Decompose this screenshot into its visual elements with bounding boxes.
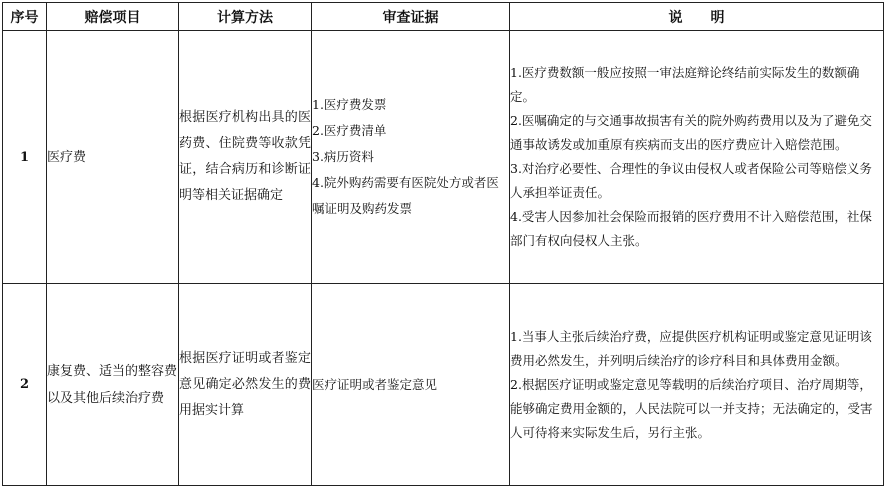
row-2-item: 康复费、适当的整容费以及其他后续治疗费 [47,284,179,486]
header-item: 赔偿项目 [47,3,179,31]
header-method: 计算方法 [179,3,312,31]
header-notes [510,3,884,31]
row-1-item: 医疗费 [47,31,179,284]
notes-line: 1.当事人主张后续治疗费，应提供医疗机构证明或鉴定意见证明该费用必然发生，并列明后续治疗的诊疗科目和具体费用金额。 [510,328,872,368]
compensation-table [2,2,884,486]
row-2-notes [510,284,884,486]
table-row [3,284,884,486]
header-row [3,3,884,31]
evidence-line: 2.医疗费清单 [312,123,387,138]
row-2-num: 2 [3,284,47,486]
notes-line: 1.医疗费数额一般应按照一审法庭辩论终结前实际发生的数额确定。 [510,65,860,104]
evidence-line: 3.病历资料 [312,149,374,164]
header-num: 序号 [3,3,47,31]
row-1-method: 根据医疗机构出具的医药费、住院费等收款凭证，结合病历和诊断证明等相关证据确定 [179,31,312,284]
evidence-line: 医疗证明或者鉴定意见 [312,376,438,392]
notes-line: 4.受害人因参加社会保险而报销的医疗费用不计入赔偿范围，社保部门有权向侵权人主张。 [510,209,872,248]
notes-line: 2.根据医疗证明或鉴定意见等载明的后续治疗项目、治疗周期等，能够确定费用金额的，人民法院可以一并支持；无法确定的，受害人可待将来实际发生后，另行主张。 [510,376,873,440]
notes-line: 3.对治疗必要性、合理性的争议由侵权人或者保险公司等赔偿义务人承担举证责任。 [510,161,872,200]
evidence-line: 1.医疗费发票 [312,97,387,112]
row-1-num: 1 [3,31,47,284]
notes-line: 2.医嘱确定的与交通事故损害有关的院外购药费用以及为了避免交通事故诱发或加重原有疾病而支出的医疗费应计入赔偿范围。 [510,113,872,152]
row-1-notes [510,31,884,284]
row-2-evidence [312,284,510,486]
header-notes-label: 说明 [668,9,753,26]
row-1-evidence [312,31,510,284]
header-evidence: 审查证据 [312,3,510,31]
row-2-method: 根据医疗证明或者鉴定意见确定必然发生的费用据实计算 [179,284,312,486]
table-row [3,31,884,284]
evidence-line: 4.院外购药需要有医院处方或者医嘱证明及购药发票 [312,175,499,216]
